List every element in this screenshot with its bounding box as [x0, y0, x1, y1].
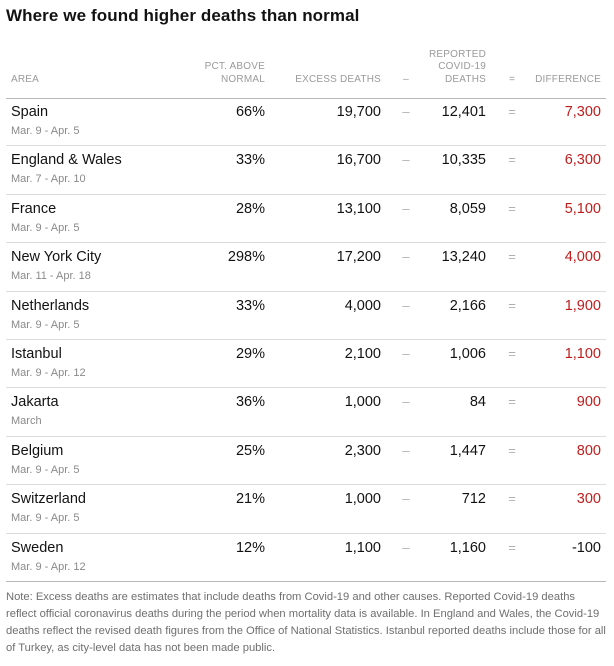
equals-sign: = — [508, 152, 516, 168]
column-header-excess-deaths: EXCESS DEATHS — [295, 73, 381, 85]
column-header-minus: – — [403, 73, 409, 85]
pct-above-normal-value: 66% — [235, 104, 265, 120]
area-date-range: Mar. 9 - Apr. 5 — [11, 221, 80, 234]
table-row — [6, 340, 606, 388]
difference-value: 4,000 — [564, 249, 601, 266]
excess-deaths-value: 13,100 — [336, 200, 381, 217]
equals-sign: = — [508, 491, 516, 507]
pct-above-normal-value: 33% — [235, 152, 265, 169]
area-name: Jakarta — [11, 394, 59, 411]
equals-sign: = — [508, 345, 516, 361]
equals-sign: = — [508, 394, 516, 410]
table-row — [6, 146, 606, 194]
table-row — [6, 534, 606, 582]
pct-above-normal-value: 29% — [235, 345, 265, 362]
minus-sign: – — [402, 491, 410, 507]
reported-deaths-value: 712 — [461, 491, 486, 508]
area-name: Switzerland — [11, 491, 86, 508]
reported-deaths-value: 1,006 — [449, 345, 486, 362]
table-row — [6, 437, 606, 485]
column-header-pct-line2: NORMAL — [221, 73, 265, 85]
area-name: New York City — [11, 249, 102, 266]
column-header-reported-line1: REPORTED — [429, 48, 486, 60]
difference-value: 5,100 — [564, 200, 601, 217]
minus-sign: – — [402, 394, 410, 410]
column-header-equals: = — [508, 73, 516, 85]
column-header-reported-line2: COVID-19 — [438, 61, 486, 72]
area-name: England & Wales — [11, 152, 122, 169]
area-name: Belgium — [11, 442, 64, 459]
difference-value: 800 — [576, 442, 601, 459]
excess-deaths-value: 16,700 — [336, 152, 381, 169]
pct-above-normal-value: 28% — [235, 200, 265, 217]
area-date-range: Mar. 9 - Apr. 12 — [11, 366, 86, 379]
area-date-range: Mar. 9 - Apr. 12 — [11, 560, 86, 573]
column-header-reported-deaths — [429, 49, 486, 87]
minus-sign: – — [402, 539, 410, 555]
column-header-area: AREA — [11, 73, 40, 85]
reported-deaths-value: 12,401 — [441, 104, 486, 120]
footnote: Note: Excess deaths are estimates that include deaths from Covid-19 and other causes. Reported Covid-19 deaths reflect official coronavirus deaths during the period when mortality data is available. In England and Wales, the Covid-19 deaths reflect the revised death figures from the Office of National Statistics. Istanbul reported deaths include those for all of Turkey, as city-level data has not been made public. — [6, 591, 606, 654]
equals-sign: = — [508, 104, 516, 119]
minus-sign: – — [402, 442, 410, 458]
excess-deaths-value: 4,000 — [344, 297, 381, 314]
column-header-difference: DIFFERENCE — [535, 73, 601, 85]
excess-deaths-value: 19,700 — [336, 104, 381, 120]
difference-value: 6,300 — [564, 152, 601, 169]
area-date-range: March — [11, 415, 42, 428]
pct-above-normal-value: 12% — [235, 539, 265, 556]
pct-above-normal-value: 25% — [235, 442, 265, 459]
table-row — [6, 98, 606, 146]
area-name: Istanbul — [11, 345, 62, 362]
area-name: Netherlands — [11, 297, 90, 314]
equals-sign: = — [508, 249, 516, 265]
table-header — [6, 44, 606, 99]
minus-sign: – — [402, 104, 410, 119]
area-date-range: Mar. 9 - Apr. 5 — [11, 463, 80, 476]
excess-deaths-value: 2,300 — [344, 442, 381, 459]
excess-deaths-value: 1,000 — [344, 394, 381, 411]
table-row — [6, 485, 606, 533]
reported-deaths-value: 84 — [469, 394, 486, 411]
difference-value: 1,900 — [564, 297, 601, 314]
equals-sign: = — [508, 297, 516, 313]
area-date-range: Mar. 9 - Apr. 5 — [11, 512, 80, 525]
difference-value: 900 — [576, 394, 601, 411]
excess-deaths-value: 1,000 — [344, 491, 381, 508]
minus-sign: – — [402, 249, 410, 265]
area-name: France — [11, 200, 57, 217]
minus-sign: – — [402, 200, 410, 216]
difference-value: 1,100 — [564, 345, 601, 362]
difference-value: 7,300 — [564, 104, 601, 120]
reported-deaths-value: 10,335 — [441, 152, 486, 169]
table-row — [6, 243, 606, 291]
area-date-range: Mar. 9 - Apr. 5 — [11, 125, 80, 137]
minus-sign: – — [402, 345, 410, 361]
difference-value: 300 — [576, 491, 601, 508]
table-row — [6, 195, 606, 243]
table-body — [6, 98, 606, 582]
area-name: Spain — [11, 104, 49, 120]
table-row — [6, 292, 606, 340]
minus-sign: – — [402, 152, 410, 168]
equals-sign: = — [508, 539, 516, 555]
equals-sign: = — [508, 200, 516, 216]
reported-deaths-value: 1,160 — [449, 539, 486, 556]
table-row — [6, 388, 606, 436]
pct-above-normal-value: 298% — [227, 249, 265, 266]
page-title: Where we found higher deaths than normal — [6, 6, 360, 25]
area-date-range: Mar. 7 - Apr. 10 — [11, 173, 86, 186]
area-date-range: Mar. 9 - Apr. 5 — [11, 318, 80, 331]
area-name: Sweden — [11, 539, 64, 556]
column-header-pct-above-normal — [205, 61, 265, 86]
area-date-range: Mar. 11 - Apr. 18 — [11, 270, 91, 283]
difference-value: -100 — [571, 539, 601, 556]
column-header-pct-line1: PCT. ABOVE — [204, 61, 265, 72]
equals-sign: = — [508, 442, 516, 458]
reported-deaths-value: 8,059 — [449, 200, 486, 217]
column-header-reported-line3: DEATHS — [444, 73, 486, 85]
pct-above-normal-value: 36% — [235, 394, 265, 411]
minus-sign: – — [402, 297, 410, 313]
reported-deaths-value: 13,240 — [441, 249, 486, 266]
excess-deaths-value: 1,100 — [344, 539, 381, 556]
reported-deaths-value: 2,166 — [449, 297, 486, 314]
pct-above-normal-value: 33% — [235, 297, 265, 314]
pct-above-normal-value: 21% — [235, 491, 265, 508]
excess-deaths-value: 17,200 — [336, 249, 381, 266]
reported-deaths-value: 1,447 — [449, 442, 486, 459]
excess-deaths-value: 2,100 — [344, 345, 381, 362]
